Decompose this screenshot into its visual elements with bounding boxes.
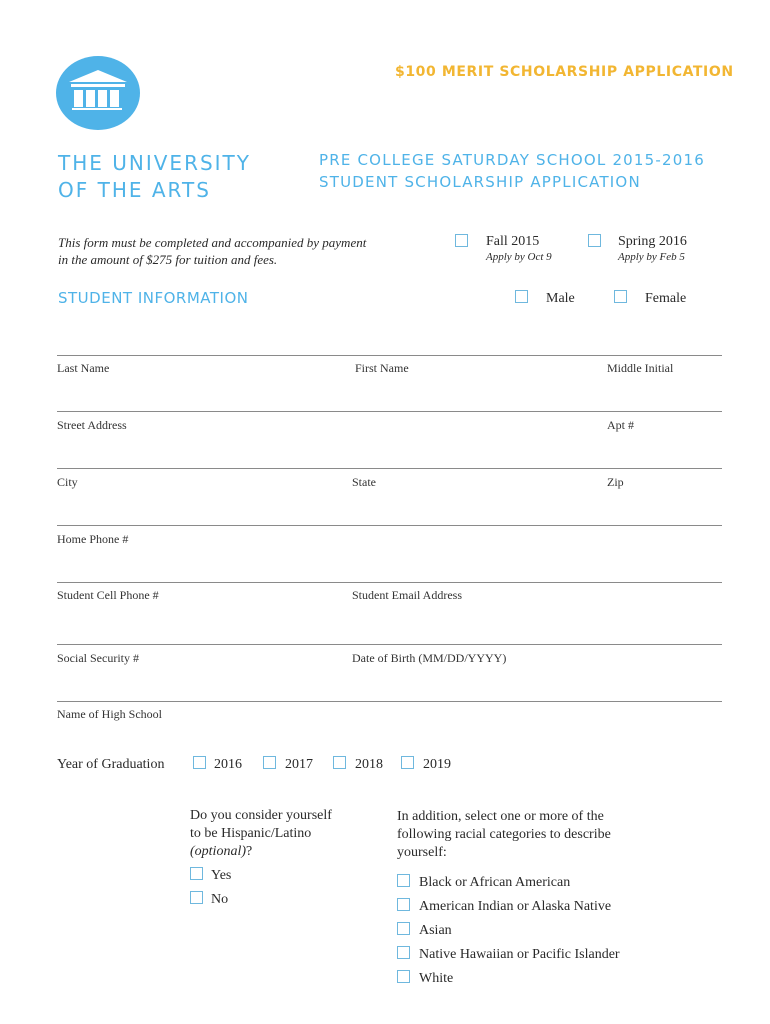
spring-2016-deadline: Apply by Feb 5 (618, 251, 685, 263)
dob-label: Date of Birth (MM/DD/YYYY) (352, 651, 507, 665)
race-hawaiian-label: Native Hawaiian or Pacific Islander (419, 947, 620, 962)
divider (57, 525, 722, 526)
grad-2016-label: 2016 (214, 757, 242, 772)
race-question-line2: following racial categories to describe (397, 827, 611, 842)
home-phone-label: Home Phone # (57, 532, 129, 546)
grad-2019-checkbox[interactable] (401, 756, 414, 769)
divider (57, 582, 722, 583)
city-label: City (57, 475, 78, 489)
hispanic-no-label: No (211, 892, 229, 907)
race-american-indian-label: American Indian or Alaska Native (419, 899, 612, 914)
ssn-label: Social Security # (57, 651, 139, 665)
graduation-label: Year of Graduation (57, 757, 165, 772)
columns-building-icon (55, 55, 141, 131)
divider (57, 411, 722, 412)
grad-2019-label: 2019 (423, 757, 451, 772)
race-american-indian-checkbox[interactable] (397, 898, 410, 911)
male-checkbox[interactable] (515, 290, 528, 303)
grad-2016-checkbox[interactable] (193, 756, 206, 769)
hispanic-question-line1: Do you consider yourself (190, 808, 332, 823)
race-hawaiian-checkbox[interactable] (397, 946, 410, 959)
state-label: State (352, 475, 376, 489)
fall-2015-label: Fall 2015 (486, 234, 540, 249)
female-checkbox[interactable] (614, 290, 627, 303)
program-title-line2: STUDENT SCHOLARSHIP APPLICATION (319, 173, 641, 191)
divider (57, 355, 722, 356)
hispanic-yes-label: Yes (211, 868, 232, 883)
race-question-line1: In addition, select one or more of the (397, 809, 604, 824)
intro-text-line1: This form must be completed and accompanied by payment (58, 235, 367, 250)
program-title-line1: PRE COLLEGE SATURDAY SCHOOL 2015-2016 (319, 151, 706, 169)
cell-phone-label: Student Cell Phone # (57, 588, 159, 602)
race-asian-checkbox[interactable] (397, 922, 410, 935)
university-logo (55, 55, 141, 131)
male-label: Male (546, 291, 575, 306)
hispanic-question-line2: to be Hispanic/Latino (190, 826, 312, 841)
question-mark: ? (246, 844, 253, 859)
divider (57, 701, 722, 702)
female-label: Female (645, 291, 687, 306)
race-question-line3: yourself: (397, 845, 447, 860)
university-name-line1: THE UNIVERSITY (58, 151, 251, 175)
optional-note: (optional) (190, 844, 246, 859)
hispanic-yes-checkbox[interactable] (190, 867, 203, 880)
apt-label: Apt # (607, 418, 634, 432)
hispanic-no-checkbox[interactable] (190, 891, 203, 904)
divider (57, 468, 722, 469)
first-name-label: First Name (355, 361, 409, 375)
grad-2018-checkbox[interactable] (333, 756, 346, 769)
fall-2015-deadline: Apply by Oct 9 (486, 251, 552, 263)
section-title: STUDENT INFORMATION (58, 289, 249, 307)
fall-2015-checkbox[interactable] (455, 234, 468, 247)
spring-2016-label: Spring 2016 (618, 234, 687, 249)
last-name-label: Last Name (57, 361, 110, 375)
divider (57, 644, 722, 645)
university-name-line2: OF THE ARTS (58, 178, 211, 202)
race-asian-label: Asian (419, 923, 452, 938)
race-white-label: White (419, 971, 454, 986)
street-address-label: Street Address (57, 418, 127, 432)
race-black-checkbox[interactable] (397, 874, 410, 887)
zip-label: Zip (607, 475, 624, 489)
grad-2017-checkbox[interactable] (263, 756, 276, 769)
email-label: Student Email Address (352, 588, 462, 602)
race-black-label: Black or African American (419, 875, 571, 890)
race-white-checkbox[interactable] (397, 970, 410, 983)
grad-2017-label: 2017 (285, 757, 313, 772)
high-school-label: Name of High School (57, 707, 162, 721)
spring-2016-checkbox[interactable] (588, 234, 601, 247)
grad-2018-label: 2018 (355, 757, 383, 772)
middle-initial-label: Middle Initial (607, 361, 674, 375)
intro-text-line2: in the amount of $275 for tuition and fees. (58, 252, 278, 267)
hispanic-question-line3 (190, 844, 252, 860)
form-title: $100 MERIT SCHOLARSHIP APPLICATION (395, 64, 734, 80)
